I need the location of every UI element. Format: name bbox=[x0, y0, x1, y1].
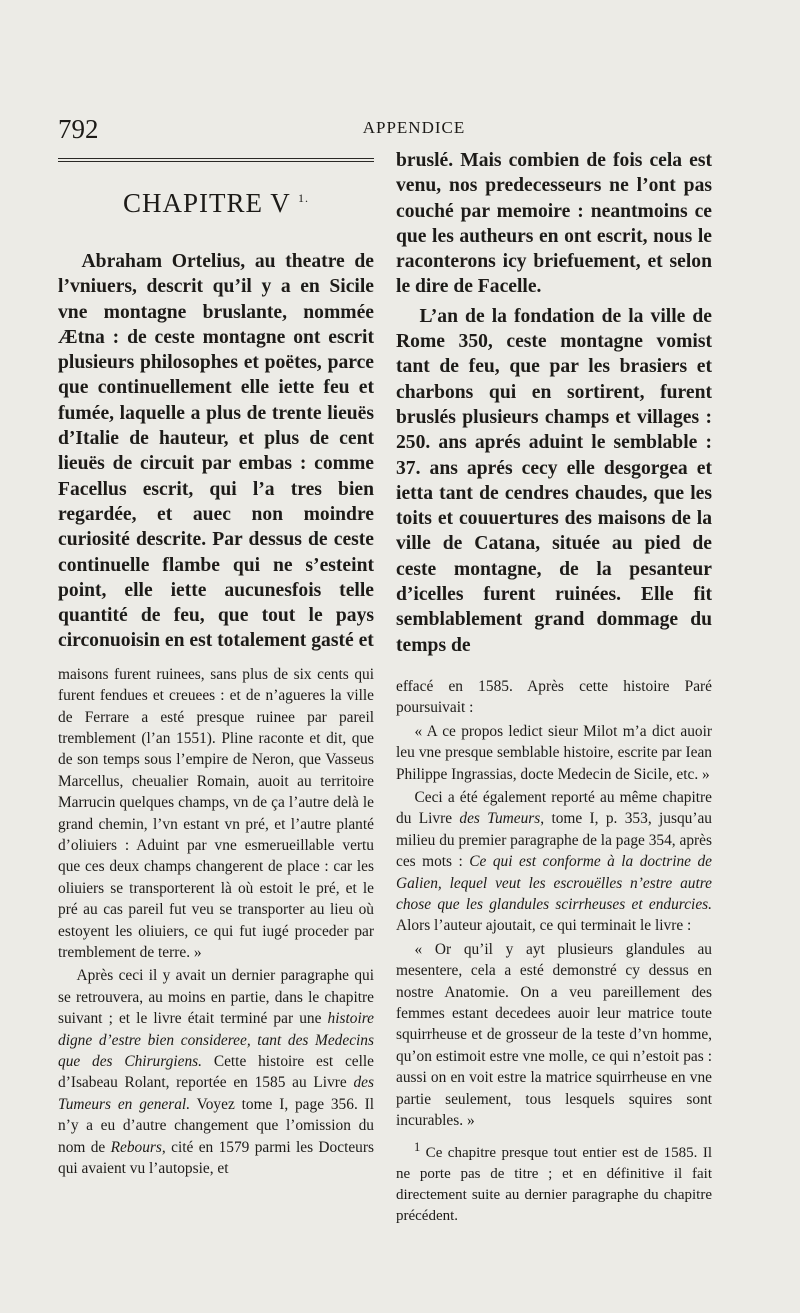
chapter-title bbox=[58, 188, 374, 219]
editor-note: effacé en 1585. Après cette histoire Paré poursuivait : bbox=[396, 677, 712, 717]
note-text: , tome I, p. 353, jusqu’au milieu du premier paragraphe de la page 354, après ces mots : bbox=[396, 810, 712, 871]
note-text: Ceci a été également reporté au même chapitre du Livre bbox=[396, 788, 712, 828]
note-italic: Rebours bbox=[110, 1138, 162, 1156]
footnote bbox=[396, 1137, 712, 1227]
note-italic: Ce qui est conforme à la doctrine de Galien, lequel veut les escrouëlles n’estre autre chose que les glandules scirrheuses et endurcies. bbox=[396, 853, 713, 913]
quoted-text: « Or qu’il y ayt plusieurs glandules au mesentere, cela a esté demonstré cy dessus en nostre Anatomie. On a veu pareillement des femmes estant decedees auoir leur matrice toute squirrheuse et de grosseur de la teste d’vn homme, qu’on estimoit estre vne molle, ce qui n’estoit pas : aussi on en voit estre la matrice squirrheuse en vne partie seulement, tous lesquels squires sont incurables. » bbox=[396, 940, 712, 1130]
chapter-title-text: CHAPITRE V bbox=[122, 188, 291, 218]
note-italic: histoire digne d’estre bien consideree, tant des Medecins que des Chirurgiens. bbox=[58, 1010, 374, 1071]
quoted-text: maisons furent ruinees, sans plus de six cents qui furent fendues et creuees : et de n’agueres la ville de Ferrare a esté presque ruinee par pareil tremblement (l’an 1551). Pline raconte et dit, que de son temps sous l’empire de Neron, que Vasseus Marcellus, cheualier Romain, auoit au territoire Marrucin quelques champs, vn de ça l’autre delà le grand chemin, l’vn estant vn pré, et l’autre planté d’oliuiers : Aduint par vne esmerueillable vertu que ces deux champs changerent de place : car les oliuiers se transporterent là où estoit le pré, et le pré au cas pareil fut veu se transporter au lieu où estoyent les oliuiers, ce qui fut iugé proceder par tremblement de terre. » bbox=[58, 665, 374, 962]
editor-note bbox=[58, 965, 374, 1179]
page-number: 792 bbox=[58, 114, 99, 144]
editor-note-block bbox=[396, 676, 712, 1228]
body-paragraph: bruslé. Mais combien de fois cela est venu, nos predecesseurs ne l’ont pas couché par memoire : neantmoins ce que les autheurs en ont escrit, nous le raconterons icy briefuement, et selon le dire de Facelle. bbox=[396, 150, 712, 298]
right-column bbox=[396, 148, 712, 1227]
note-text: Cette histoire est celle d’Isabeau Rolant, reportée en 1585 au Livre bbox=[58, 1053, 374, 1092]
note-italic: des Tumeurs bbox=[459, 810, 541, 828]
section-rule bbox=[58, 158, 374, 162]
page-header bbox=[54, 112, 744, 146]
editor-note bbox=[396, 787, 712, 937]
footnote-marker: 1 bbox=[414, 1140, 421, 1155]
footnote-text: Ce chapitre presque tout entier est de 1585. Il ne porte pas de titre ; et en définitive il fait directement suite au dernier paragraphe du chapitre précédent. bbox=[396, 1145, 712, 1225]
body-paragraph: Abraham Ortelius, au theatre de l’vniuers, descrit qu’il y a en Sicile vne montagne bruslante, nommée Ætna : de ceste montagne ont escrit plusieurs philosophes et poëtes, parce que continuellement elle iette feu et fumée, laquelle a plus de trente lieuës d’Italie de hauteur, et plus de cent lieuës de circuit par embas : comme Facellus escrit, qui l’a tres bien regardée, et auec non moindre curiosité descrite. Par dessus de ceste continuelle flambe qui ne s’esteint point, elle iette aucunesfois telle quantité de feu, que tout le pays circonuoisin en est totalement gasté et bbox=[58, 251, 374, 652]
left-column bbox=[58, 148, 374, 1180]
note-text: , cité en 1579 parmi les Docteurs qui avaient vu l’autopsie, et bbox=[58, 1138, 374, 1178]
running-head: APPENDICE bbox=[362, 118, 466, 137]
footnote-marker: 1. bbox=[298, 191, 310, 205]
note-text: Après ceci il y avait un dernier paragraphe qui se retrouvera, au moins en partie, dans le chapitre suivant ; et le livre était terminé par une bbox=[58, 967, 374, 1028]
note-text: Alors l’auteur ajoutait, ce qui terminait le livre : bbox=[396, 917, 692, 935]
editor-note-block bbox=[58, 664, 374, 1180]
quoted-text: « A ce propos ledict sieur Milot m’a dict auoir leu vne presque semblable histoire, escrite par Iean Philippe Ingrassias, docte Medecin de Sicile, etc. » bbox=[396, 722, 712, 783]
note-italic: des Tumeurs en general. bbox=[58, 1074, 374, 1113]
note-text: Voyez tome I, page 356. Il n’y a eu d’autre changement que l’omission du nom de bbox=[58, 1095, 375, 1156]
body-paragraph: L’an de la fondation de la ville de Rome 350, ceste montagne vomist tant de feu, que par les brasiers et charbons qui en sortirent, furent bruslés plusieurs champs et villages : 250. ans aprés aduint le semblable : 37. ans aprés cecy elle desgorgea et ietta tant de cendres chaudes, que les toits et couuertures des maisons de la ville de Catana, située au pied de ceste montagne, de la pesanteur d’icelles furent ruinées. Elle fit semblablement grand dommage du temps de bbox=[396, 305, 712, 656]
